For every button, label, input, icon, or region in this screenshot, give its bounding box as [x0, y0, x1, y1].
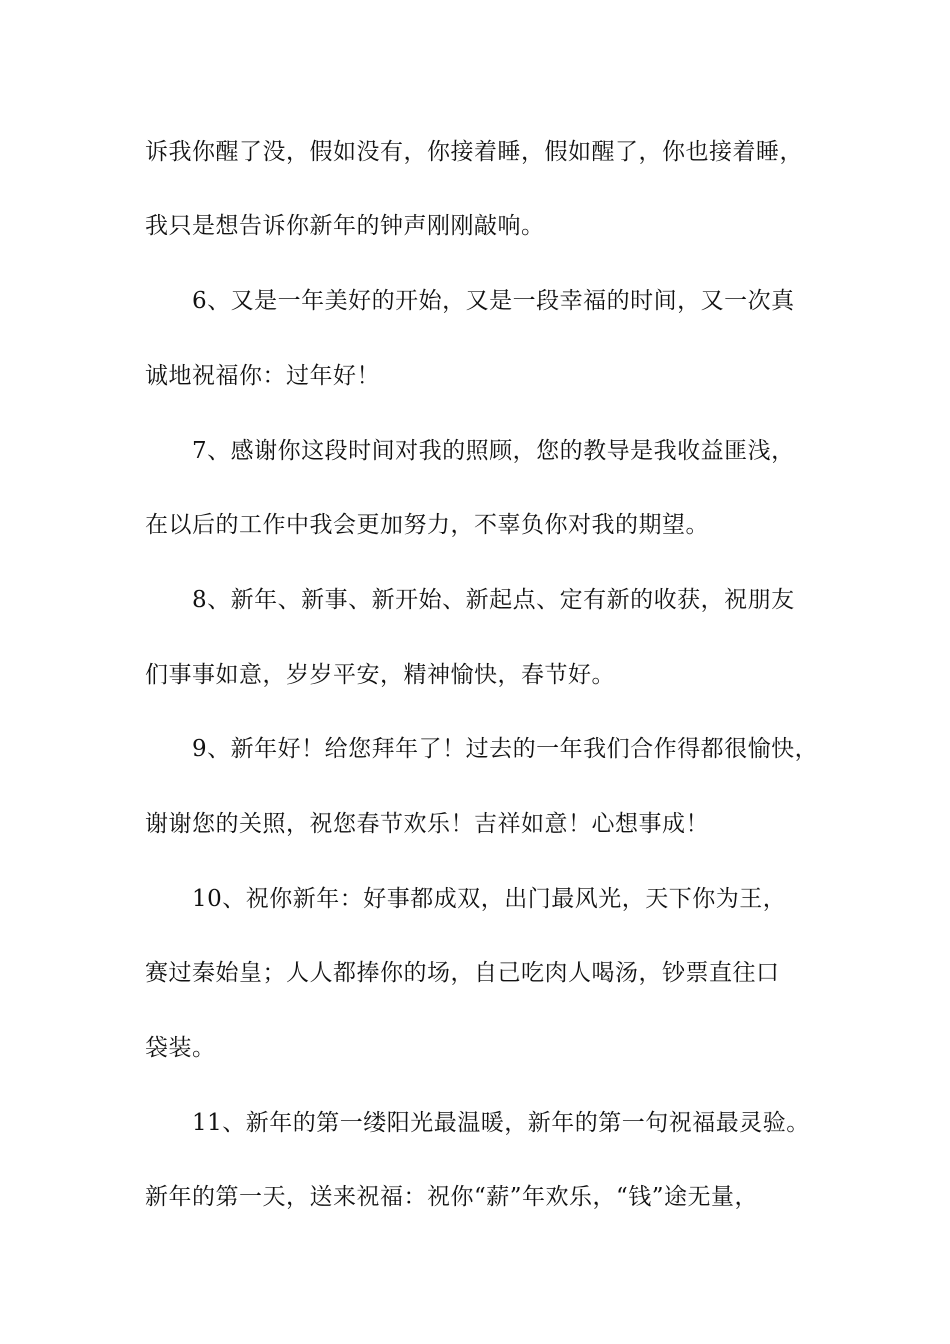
text-line: 诉我你醒了没，假如没有，你接着睡，假如醒了，你也接着睡， [145, 139, 803, 165]
paragraph-10-start: 10、祝你新年：好事都成双，出门最风光，天下你为王， [192, 886, 787, 912]
paragraph-11-start: 11、新年的第一缕阳光最温暖，新年的第一句祝福最灵验。 [192, 1110, 810, 1136]
paragraph-9-start: 9、新年好！给您拜年了！过去的一年我们合作得都很愉快， [192, 736, 819, 762]
text-line: 我只是想告诉你新年的钟声刚刚敲响。 [145, 213, 545, 239]
paragraph-6-start: 6、又是一年美好的开始，又是一段幸福的时间，又一次真 [192, 288, 795, 314]
paragraph-8-start: 8、新年、新事、新开始、新起点、定有新的收获，祝朋友 [192, 587, 795, 613]
text-line: 赛过秦始皇；人人都捧你的场，自己吃肉人喝汤，钞票直往口 [145, 960, 780, 986]
text-line: 袋装。 [145, 1035, 216, 1061]
text-line: 谢谢您的关照，祝您春节欢乐！吉祥如意！心想事成！ [145, 811, 709, 837]
text-line: 新年的第一天，送来祝福：祝你“薪”年欢乐，“钱”途无量， [145, 1184, 759, 1210]
text-line: 诚地祝福你：过年好！ [145, 363, 380, 389]
text-line: 们事事如意，岁岁平安，精神愉快，春节好。 [145, 662, 615, 688]
text-line: 在以后的工作中我会更加努力，不辜负你对我的期望。 [145, 512, 709, 538]
paragraph-7-start: 7、感谢你这段时间对我的照顾，您的教导是我收益匪浅， [192, 438, 795, 464]
